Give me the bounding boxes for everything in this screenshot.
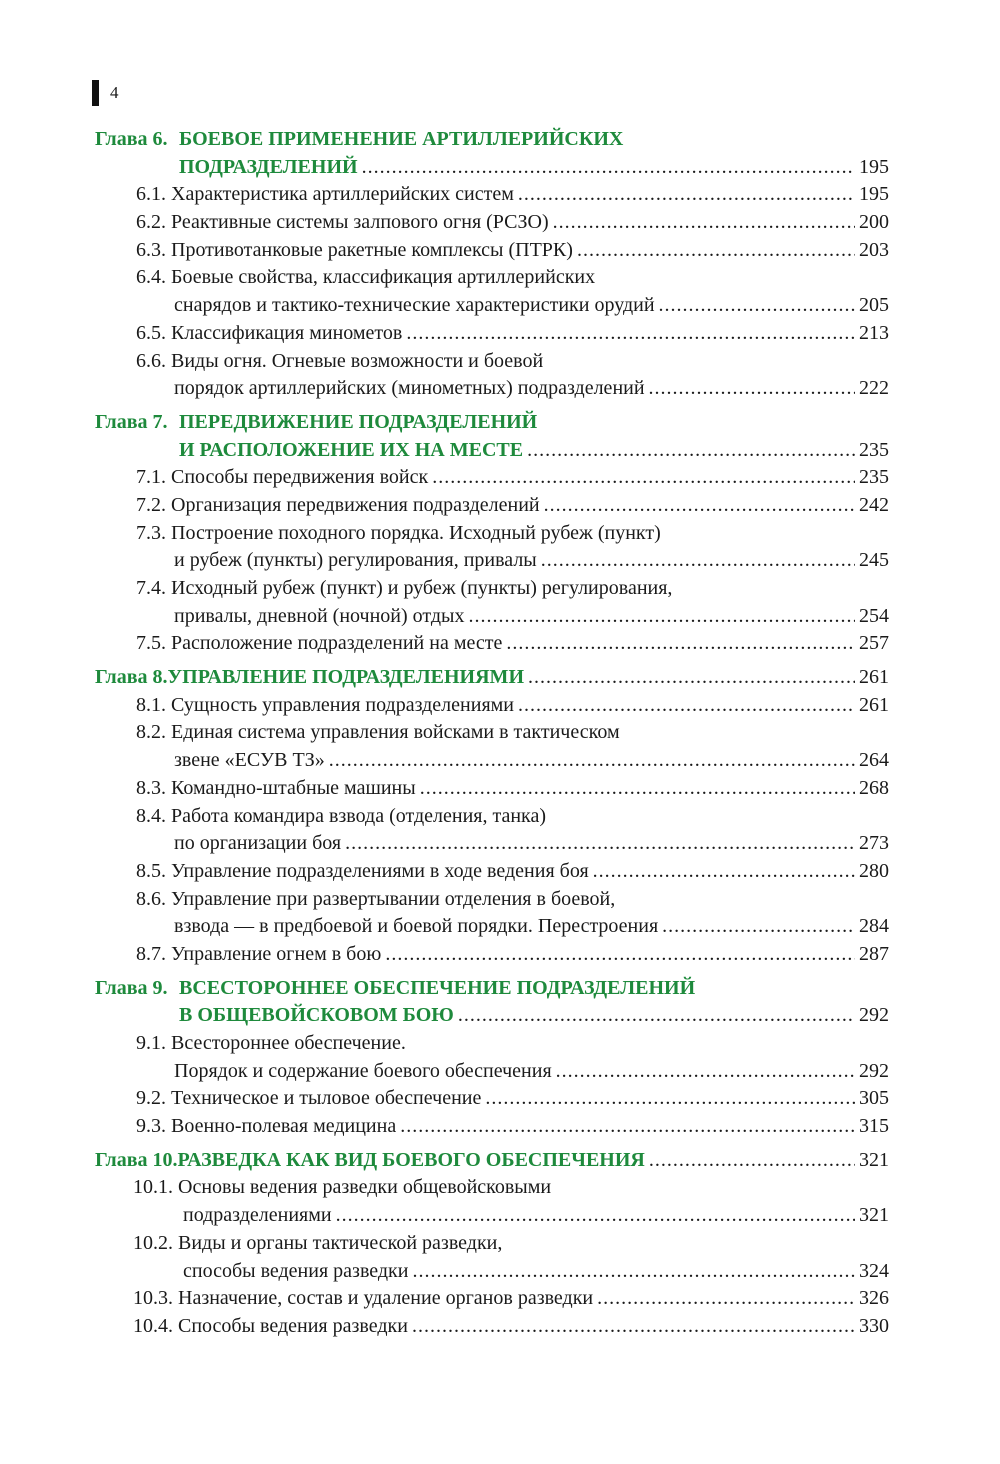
toc-entry-line (95, 1202, 889, 1230)
toc-entry-line (95, 237, 889, 265)
page-marker-bar (92, 80, 99, 106)
chapter-title-text: И РАСПОЛОЖЕНИЕ ИХ НА МЕСТЕ (179, 438, 524, 461)
dot-leader (649, 375, 855, 403)
section-title: Командно-штабные машины (171, 776, 416, 799)
toc-entry-line (95, 464, 889, 492)
chapter-title-text: УПРАВЛЕНИЕ ПОДРАЗДЕЛЕНИЯМИ (167, 666, 524, 689)
toc-entry-line (95, 692, 889, 720)
section-number: 9.3. (136, 1115, 166, 1138)
dot-leader (556, 1058, 855, 1086)
dot-leader (336, 1202, 855, 1230)
section-page-number: 257 (859, 632, 889, 655)
section-number: 6.6. (136, 349, 166, 372)
section-number: 7.5. (136, 632, 166, 655)
section-page-number: 195 (859, 183, 889, 206)
section-number: 10.2. (133, 1231, 173, 1254)
section-title: Военно-полевая медицина (171, 1115, 397, 1138)
section-title: Способы передвижения войск (171, 466, 429, 489)
section-page-number: 203 (859, 238, 889, 261)
section-number: 7.2. (136, 493, 166, 516)
toc-entry-line (95, 747, 889, 775)
dot-leader (649, 1147, 855, 1175)
toc-entry-line (95, 1058, 889, 1086)
section-title: Виды огня. Огневые возможности и боевой (171, 349, 544, 372)
toc-entry-line (95, 1230, 889, 1258)
section-page-number: 268 (859, 776, 889, 799)
dot-leader (662, 913, 855, 941)
toc-entry-line (95, 547, 889, 575)
section-number: 8.1. (136, 693, 166, 716)
section-title: Назначение, состав и удаление органов разведки (178, 1287, 594, 1310)
section-title: Управление подразделениями в ходе ведения боя (171, 859, 589, 882)
toc-entry-line (95, 913, 889, 941)
chapter-title-line (95, 1147, 889, 1175)
chapter-title-line (95, 975, 889, 1003)
toc-entry-line (95, 830, 889, 858)
dot-leader (329, 747, 855, 775)
section-title: Организация передвижения подразделений (171, 493, 540, 516)
dot-leader (527, 437, 855, 465)
toc-entry-line (95, 1174, 889, 1202)
chapter-page-number: 321 (859, 1148, 889, 1171)
dot-leader (400, 1113, 855, 1141)
section-number: 9.2. (136, 1087, 166, 1110)
section-number: 7.4. (136, 577, 166, 599)
section-title: Характеристика артиллерийских систем (171, 183, 514, 206)
section-page-number: 280 (859, 859, 889, 882)
section-title: Классификация минометов (171, 321, 403, 344)
chapter-block (95, 126, 889, 403)
section-number: 10.1. (133, 1176, 173, 1199)
section-page-number: 305 (859, 1087, 889, 1110)
chapter-title-line (95, 409, 889, 437)
section-page-number: 200 (859, 211, 889, 234)
toc-entry-line (95, 719, 889, 747)
section-page-number: 284 (859, 915, 889, 938)
toc-entry-line (95, 320, 889, 348)
toc-entry-line (95, 886, 889, 914)
section-title: Управление при развертывании отделения в боевой, (171, 887, 616, 910)
section-page-number: 242 (859, 493, 889, 516)
dot-leader (432, 464, 855, 492)
toc-entry-line (95, 375, 889, 403)
dot-leader (577, 237, 855, 265)
chapter-title-text: ПОДРАЗДЕЛЕНИЙ (179, 155, 358, 178)
section-page-number: 222 (859, 377, 889, 400)
dot-leader (597, 1285, 855, 1313)
chapter-page-number: 292 (859, 1004, 889, 1027)
dot-leader (345, 830, 855, 858)
toc-entry-line (95, 264, 889, 292)
chapter-number: Глава 7. (95, 410, 168, 433)
section-page-number: 254 (859, 604, 889, 627)
chapter-number: Глава 9. (95, 976, 168, 999)
section-title: Порядок и содержание боевого обеспечения (174, 1059, 552, 1082)
dot-leader (528, 664, 855, 692)
toc-entry-line (95, 1258, 889, 1286)
section-title: звене «ЕСУВ ТЗ» (174, 749, 325, 772)
section-title: взвода — в предбоевой и боевой порядки. Перестроения (174, 915, 659, 938)
chapter-page-number: 195 (859, 155, 889, 178)
dot-leader (362, 154, 855, 182)
dot-leader (412, 1313, 855, 1341)
chapter-title-text: ПЕРЕДВИЖЕНИЕ ПОДРАЗДЕЛЕНИЙ (179, 410, 538, 433)
section-page-number: 330 (859, 1314, 889, 1337)
section-page-number: 205 (859, 294, 889, 317)
section-page-number: 324 (859, 1259, 889, 1282)
section-page-number: 245 (859, 549, 889, 572)
table-of-contents (95, 126, 889, 1347)
section-number: 8.3. (136, 776, 166, 799)
chapter-title-text: В ОБЩЕВОЙСКОВОМ БОЮ (179, 1004, 454, 1027)
chapter-block (95, 664, 889, 969)
dot-leader (468, 603, 855, 631)
toc-entry-line (95, 348, 889, 376)
section-number: 8.5. (136, 859, 166, 882)
section-title: Расположение подразделений на месте (171, 632, 503, 655)
chapter-title-text: ВСЕСТОРОННЕЕ ОБЕСПЕЧЕНИЕ ПОДРАЗДЕЛЕНИЙ (179, 976, 696, 999)
toc-entry-line (95, 292, 889, 320)
section-title: Работа командира взвода (отделения, танка) (171, 804, 546, 827)
section-title: Реактивные системы залпового огня (РСЗО) (171, 211, 549, 234)
toc-entry-line (95, 1113, 889, 1141)
toc-entry-line (95, 1313, 889, 1341)
section-number: 6.5. (136, 321, 166, 344)
chapter-block (95, 409, 889, 658)
chapter-title-line (95, 1002, 889, 1030)
section-title: Противотанковые ракетные комплексы (ПТРК) (171, 238, 573, 261)
toc-entry-line (95, 630, 889, 658)
section-title: подразделениями (183, 1204, 332, 1227)
section-page-number: 213 (859, 321, 889, 344)
chapter-number: Глава 8. (95, 666, 168, 689)
section-number: 7.3. (136, 521, 166, 544)
section-page-number: 273 (859, 832, 889, 855)
section-title: снарядов и тактико-технические характеристики орудий (174, 294, 655, 317)
toc-entry-line (95, 209, 889, 237)
dot-leader (541, 547, 855, 575)
dot-leader (458, 1002, 855, 1030)
toc-entry-line (95, 603, 889, 631)
section-title: Сущность управления подразделениями (171, 693, 514, 716)
dot-leader (518, 181, 855, 209)
section-title: Построение походного порядка. Исходный рубеж (пункт) (171, 521, 661, 544)
section-number: 9.1. (136, 1032, 166, 1054)
section-page-number: 315 (859, 1115, 889, 1138)
chapter-title-text: РАЗВЕДКА КАК ВИД БОЕВОГО ОБЕСПЕЧЕНИЯ (177, 1148, 645, 1171)
section-title: Техническое и тыловое обеспечение (171, 1087, 482, 1110)
toc-entry-line (95, 775, 889, 803)
toc-entry-line (95, 1285, 889, 1313)
chapter-number: Глава 10. (95, 1148, 178, 1171)
chapter-title-line (95, 664, 889, 692)
section-title: привалы, дневной (ночной) отдых (174, 604, 465, 627)
section-title: и рубеж (пункты) регулирования, привалы (174, 549, 537, 572)
toc-entry-line (95, 181, 889, 209)
chapter-block (95, 1147, 889, 1341)
dot-leader (553, 209, 855, 237)
dot-leader (593, 858, 855, 886)
chapter-title-line (95, 437, 889, 465)
dot-leader (518, 692, 855, 720)
chapter-page-number: 235 (859, 438, 889, 461)
section-title: по организации боя (174, 832, 342, 855)
section-number: 8.4. (136, 804, 166, 827)
section-number: 6.4. (136, 266, 166, 289)
section-page-number: 287 (859, 942, 889, 965)
section-title: способы ведения разведки (183, 1259, 409, 1282)
section-number: 6.3. (136, 238, 166, 261)
section-number: 8.7. (136, 942, 166, 965)
toc-entry-line (95, 941, 889, 969)
section-title: Единая система управления войсками в тактическом (171, 721, 620, 744)
section-page-number: 261 (859, 693, 889, 716)
page-number: 4 (110, 83, 119, 102)
toc-entry-line (95, 492, 889, 520)
section-number: 10.4. (133, 1314, 173, 1337)
section-page-number: 264 (859, 749, 889, 772)
dot-leader (412, 1258, 855, 1286)
dot-leader (385, 941, 855, 969)
section-title: Основы ведения разведки общевойсковыми (178, 1176, 552, 1199)
chapter-number: Глава 6. (95, 128, 168, 150)
dot-leader (406, 320, 855, 348)
dot-leader (420, 775, 855, 803)
toc-entry-line (95, 575, 889, 603)
section-title: Виды и органы тактической разведки, (178, 1231, 503, 1254)
section-page-number: 292 (859, 1059, 889, 1082)
chapter-page-number: 261 (859, 666, 889, 689)
chapter-title-text: БОЕВОЕ ПРИМЕНЕНИЕ АРТИЛЛЕРИЙСКИХ (179, 128, 624, 150)
section-number: 7.1. (136, 466, 166, 489)
dot-leader (544, 492, 855, 520)
section-page-number: 326 (859, 1287, 889, 1310)
page-header (92, 80, 119, 106)
section-title: Управление огнем в бою (171, 942, 382, 965)
section-number: 8.2. (136, 721, 166, 744)
chapter-title-line (95, 154, 889, 182)
dot-leader (485, 1085, 855, 1113)
dot-leader (506, 630, 855, 658)
toc-entry-line (95, 858, 889, 886)
section-number: 10.3. (133, 1287, 173, 1310)
section-page-number: 235 (859, 466, 889, 489)
section-number: 6.1. (136, 183, 166, 206)
section-number: 8.6. (136, 887, 166, 910)
chapter-block (95, 975, 889, 1141)
section-title: порядок артиллерийских (минометных) подразделений (174, 377, 645, 400)
chapter-title-line (95, 126, 889, 154)
toc-entry-line (95, 1085, 889, 1113)
section-title: Способы ведения разведки (178, 1314, 408, 1337)
section-title: Боевые свойства, классификация артиллерийских (171, 266, 596, 289)
toc-entry-line (95, 520, 889, 548)
section-title: Исходный рубеж (пункт) и рубеж (пункты) регулирования, (171, 577, 673, 599)
section-number: 6.2. (136, 211, 166, 234)
toc-entry-line (95, 803, 889, 831)
toc-entry-line (95, 1030, 889, 1058)
dot-leader (659, 292, 855, 320)
section-page-number: 321 (859, 1204, 889, 1227)
section-title: Всестороннее обеспечение. (171, 1032, 406, 1054)
